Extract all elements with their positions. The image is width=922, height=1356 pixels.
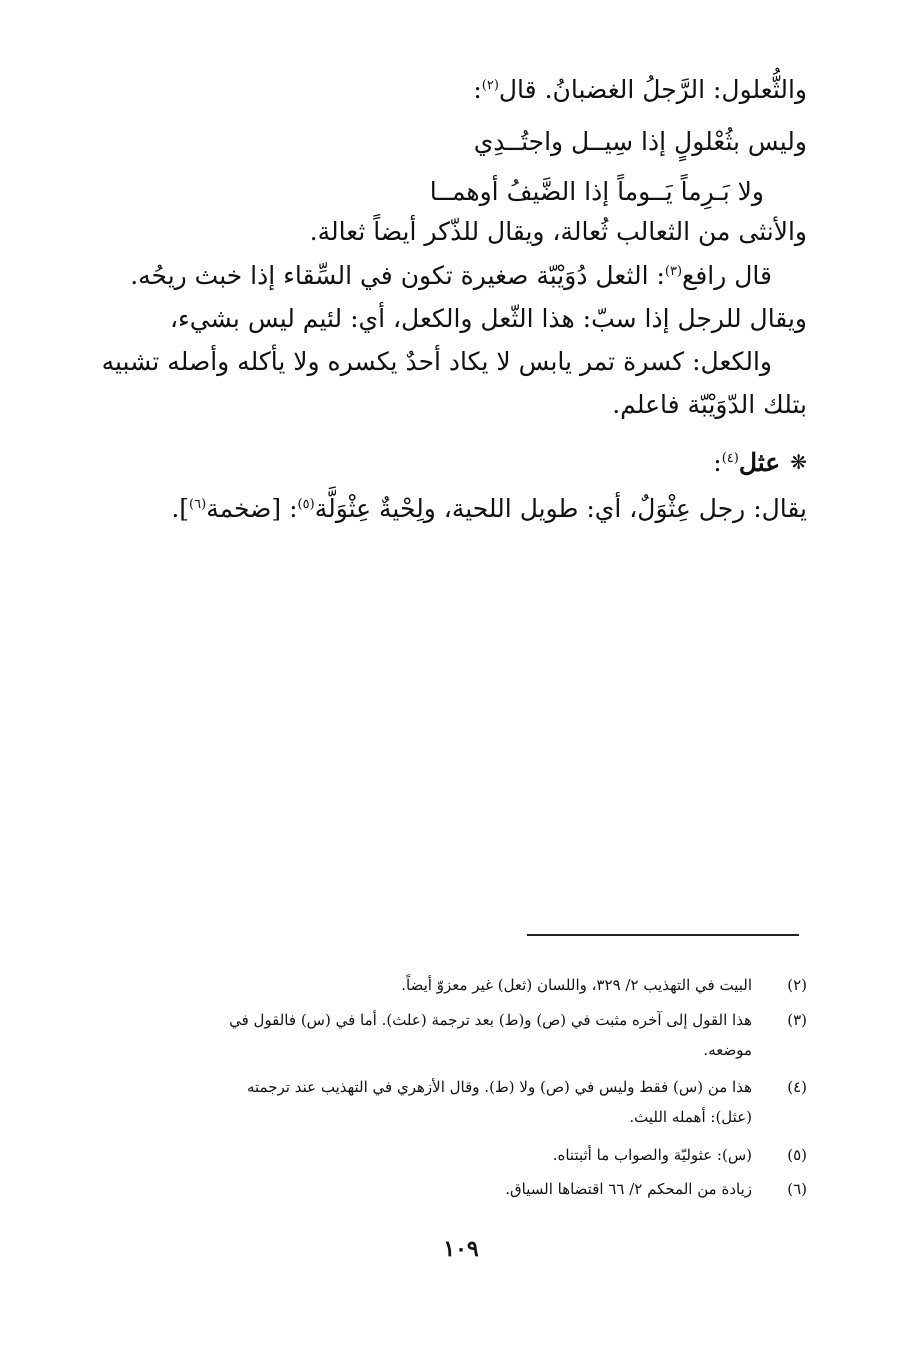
footnote-text: هذا القول إلى آخره مثبت في (ص) و(ط) بعد ترجمة (علث). أما في (س) فالقول في [229, 1011, 752, 1029]
footnote-text: البيت في التهذيب ٢/ ٣٢٩، واللسان (ثعل) غير معزوّ أيضاً. [401, 976, 752, 994]
text-line-1-body: والثُّعلول: الرَّجلُ الغضبانُ. قال [498, 75, 807, 104]
verse-line-1 [77, 125, 807, 159]
text-line-4 [77, 215, 807, 249]
text-line-6-body: ويقال للرجل إذا سبّ: هذا الثّعل والكعل، أي: لئيم ليس بشيء، [169, 304, 807, 333]
text-line-8 [77, 388, 807, 422]
entry-heading [77, 445, 807, 480]
text-line-8-body: بتلك الدّوَيْبّة فاعلم. [612, 390, 807, 419]
footnote-ref-2: (٢) [481, 78, 499, 93]
asterism-icon: ❋ [790, 450, 807, 474]
text-line-10-middle: : [ضخمة [206, 494, 298, 523]
text-line-7-body: والكعل: كسرة تمر يابس لا يكاد أحدٌ يكسره ولا يأكله وأصله تشبيه [101, 347, 772, 376]
footnote-text: (س): عثوليّة والصواب ما أثبتناه. [552, 1146, 752, 1164]
text-line-10-start: يقال: رجل عِثْوَلٌ، أي: طويل اللحية، ولِحْيةٌ عِثْوَلَّة [314, 494, 807, 523]
footnote-number: (٥) [787, 1146, 807, 1164]
text-line-6 [77, 302, 807, 336]
footnote-number: (٦) [787, 1180, 807, 1198]
footnote-text-continued: (عثل): أهمله الليث. [629, 1108, 752, 1126]
page-number: ١٠٩ [443, 1236, 479, 1262]
footnote-number: (٢) [787, 976, 807, 994]
footnote-text: هذا من (س) فقط وليس في (ص) ولا (ط). وقال الأزهري في التهذيب عند ترجمته [246, 1078, 752, 1096]
footnote-ref-4: (٤) [721, 451, 739, 466]
entry-headword: عثل [738, 448, 781, 477]
text-line-10 [77, 492, 807, 526]
text-line-1-colon: : [473, 75, 482, 104]
footnote-number: (٣) [787, 1011, 807, 1029]
verse-hemistich-2: ولا بَـرِماً يَــوماً إذا الضَّيفُ أوهمــا [429, 177, 764, 206]
footnote-ref-5: (٥) [297, 497, 315, 512]
text-line-1 [77, 73, 807, 107]
text-line-4-body: والأنثى من الثعالب ثُعالة، ويقال للذّكر أيضاً ثعالة. [309, 217, 807, 246]
footnote-divider [527, 934, 799, 936]
text-line-5-end: : الثعل دُوَيْبّة صغيرة تكون في السِّقاء إذا خبث ريحُه. [130, 261, 665, 290]
text-line-7 [72, 345, 772, 379]
text-line-5 [72, 259, 772, 293]
text-line-5-start: قال رافع [682, 261, 772, 290]
entry-heading-colon: : [713, 448, 722, 477]
footnote-ref-3: (٣) [664, 264, 683, 279]
footnote-text-continued: موضعه. [703, 1041, 752, 1059]
text-line-10-end: ]. [171, 494, 190, 523]
footnote-ref-6: (٦) [189, 497, 207, 512]
footnote-number: (٤) [787, 1078, 807, 1096]
verse-line-2 [114, 175, 764, 209]
footnote-text: زيادة من المحكم ٢/ ٦٦ اقتضاها السياق. [505, 1180, 752, 1198]
verse-hemistich-1: وليس بثُعْلولٍ إذا سِيــل واجتُــدِي [473, 127, 807, 156]
